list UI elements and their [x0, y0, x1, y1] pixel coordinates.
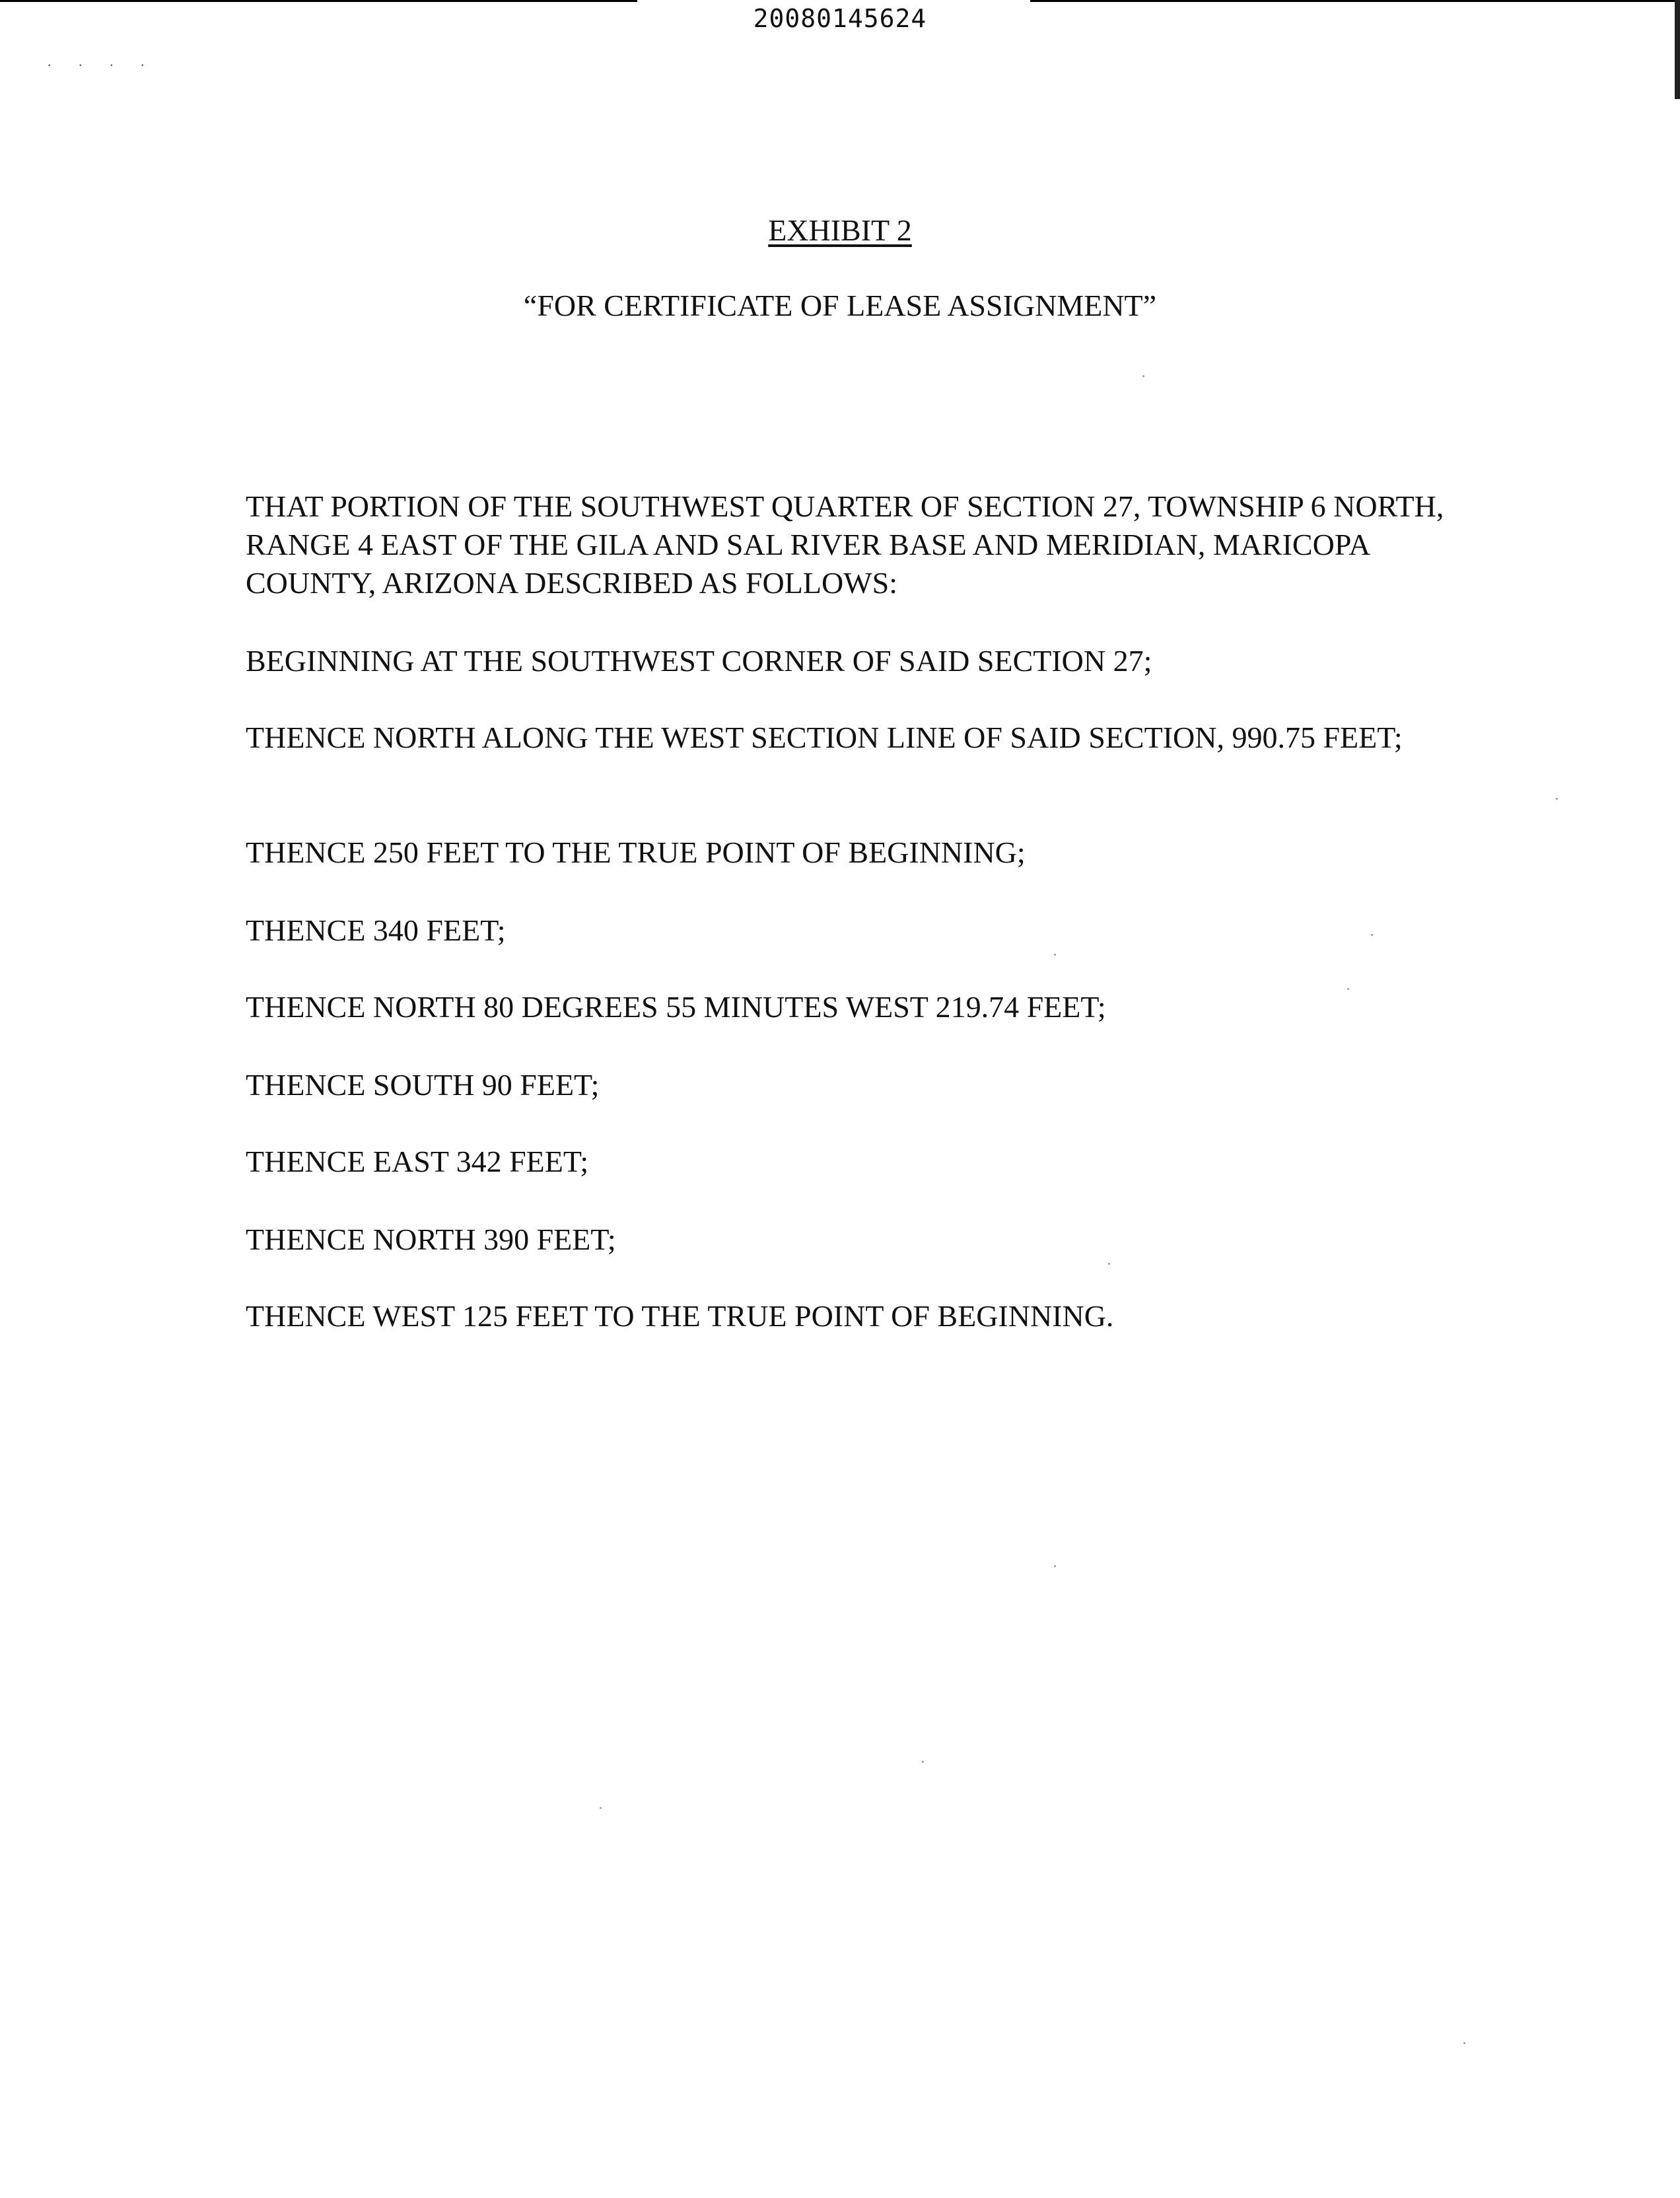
document-number: 20080145624 — [753, 4, 927, 33]
scan-speck — [1371, 934, 1373, 936]
legal-paragraph: THENCE WEST 125 FEET TO THE TRUE POINT OF BEGINNING. — [246, 1299, 1114, 1333]
exhibit-subtitle: “FOR CERTIFICATE OF LEASE ASSIGNMENT” — [523, 289, 1157, 322]
scan-speck — [922, 1761, 924, 1763]
scan-speck — [1347, 988, 1349, 990]
corner-marks: . . . . — [48, 53, 157, 69]
legal-paragraph: THAT PORTION OF THE SOUTHWEST QUARTER OF SECTION 27, TOWNSHIP 6 NORTH, RANGE 4 EAST OF THE GILA AND SAL RIVER BASE AND MERIDIAN, MARICOPA COUNTY, ARIZONA DESCRIBED AS FOLLOWS: — [246, 489, 1444, 600]
legal-paragraph: THENCE 340 FEET; — [246, 913, 506, 947]
scan-speck — [1142, 375, 1144, 377]
scan-speck — [1054, 1565, 1056, 1567]
legal-paragraph: THENCE SOUTH 90 FEET; — [246, 1068, 600, 1102]
legal-paragraph: THENCE 250 FEET TO THE TRUE POINT OF BEGINNING; — [246, 835, 1026, 869]
legal-paragraph: THENCE NORTH 390 FEET; — [246, 1223, 616, 1256]
legal-paragraph: THENCE NORTH 80 DEGREES 55 MINUTES WEST 219.74 FEET; — [246, 990, 1106, 1024]
exhibit-title: EXHIBIT 2 — [768, 213, 912, 247]
scan-speck — [1054, 954, 1056, 956]
legal-paragraph: BEGINNING AT THE SOUTHWEST CORNER OF SAID SECTION 27; — [246, 644, 1152, 678]
top-border-left — [0, 0, 637, 2]
scan-speck — [1108, 1263, 1110, 1265]
scan-speck — [1556, 798, 1558, 800]
top-border-right — [1030, 0, 1680, 2]
legal-paragraph: THENCE NORTH ALONG THE WEST SECTION LINE OF SAID SECTION, 990.75 FEET; — [246, 721, 1403, 754]
scan-speck — [600, 1807, 602, 1809]
legal-paragraph: THENCE EAST 342 FEET; — [246, 1145, 589, 1178]
scan-speck — [1463, 2042, 1465, 2044]
